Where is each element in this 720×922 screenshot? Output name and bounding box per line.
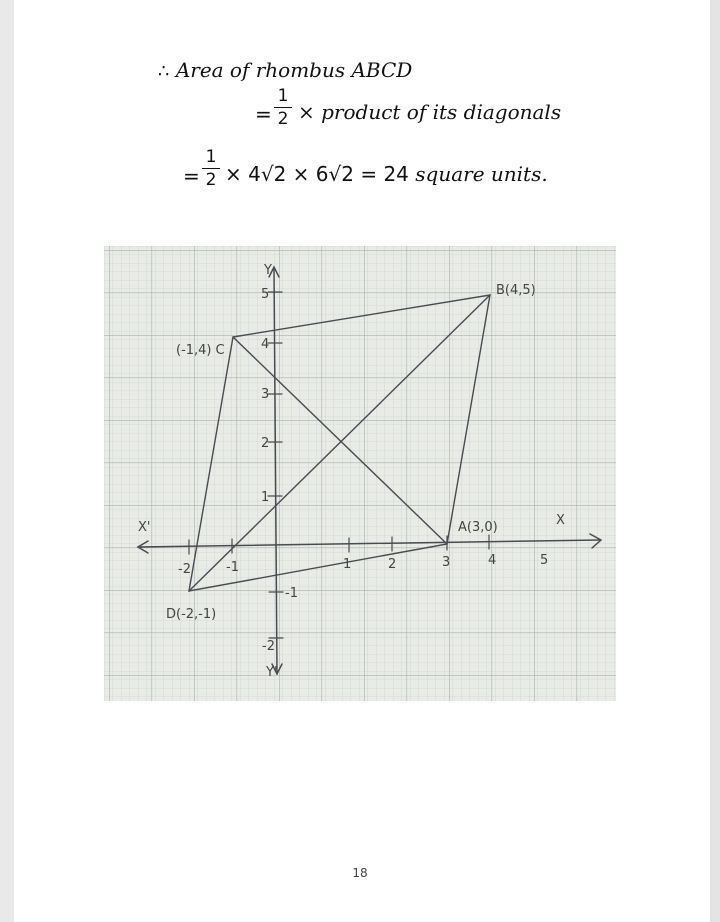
x-tick-label: 5 xyxy=(540,553,549,568)
x-tick-label: 2 xyxy=(388,557,397,572)
therefore-symbol: ∴ xyxy=(158,61,170,82)
y-tick-label: -1 xyxy=(285,586,298,601)
x-tick-label: -1 xyxy=(226,560,239,575)
fraction-bar xyxy=(274,107,292,108)
major-grid xyxy=(104,246,616,701)
vertex-a-label: A(3,0) xyxy=(458,520,498,535)
equals-sign-2: = xyxy=(255,102,272,126)
x-tick-label: 3 xyxy=(442,555,451,570)
graph-paper-photo xyxy=(104,246,616,701)
fraction-half-2 xyxy=(202,147,220,190)
y-tick-label: 2 xyxy=(261,436,270,451)
y-tick-label: 4 xyxy=(261,337,270,352)
y-tick-label: -2 xyxy=(262,639,275,654)
fraction-denominator: 2 xyxy=(277,109,289,129)
x-axis-neg-label: X' xyxy=(138,520,151,535)
y-tick-label: 1 xyxy=(261,490,270,505)
x-tick-label: 4 xyxy=(488,553,497,568)
vertex-c-label: (-1,4) C xyxy=(176,343,225,358)
fraction-numerator: 1 xyxy=(205,147,217,167)
fraction-numerator: 1 xyxy=(277,86,289,106)
y-axis-neg-label: Y' xyxy=(266,665,278,680)
x-tick-label: -2 xyxy=(178,562,191,577)
y-axis-label: Y xyxy=(264,263,272,278)
area-units: square units. xyxy=(415,162,548,186)
vertex-b-label: B(4,5) xyxy=(496,283,536,298)
equals-sign-3: = xyxy=(183,164,200,188)
diagonal-product-text: × product of its diagonals xyxy=(298,100,562,124)
area-calculation-math: × 4√2 × 6√2 = 24 xyxy=(225,162,409,186)
area-calculation xyxy=(225,162,548,186)
y-tick-label: 5 xyxy=(261,287,270,302)
fraction-half-1 xyxy=(274,86,292,129)
vertex-d-label: D(-2,-1) xyxy=(166,607,217,622)
page-edge-left xyxy=(0,0,14,922)
x-axis-label: X xyxy=(556,513,565,528)
y-tick-label: 3 xyxy=(261,387,270,402)
page-number: 18 xyxy=(352,866,368,880)
fraction-bar xyxy=(202,168,220,169)
page-edge-right xyxy=(710,0,720,922)
area-heading-text: Area of rhombus ABCD xyxy=(175,58,413,82)
fraction-denominator: 2 xyxy=(205,170,217,190)
area-heading xyxy=(158,58,412,82)
x-tick-label: 1 xyxy=(343,557,352,572)
